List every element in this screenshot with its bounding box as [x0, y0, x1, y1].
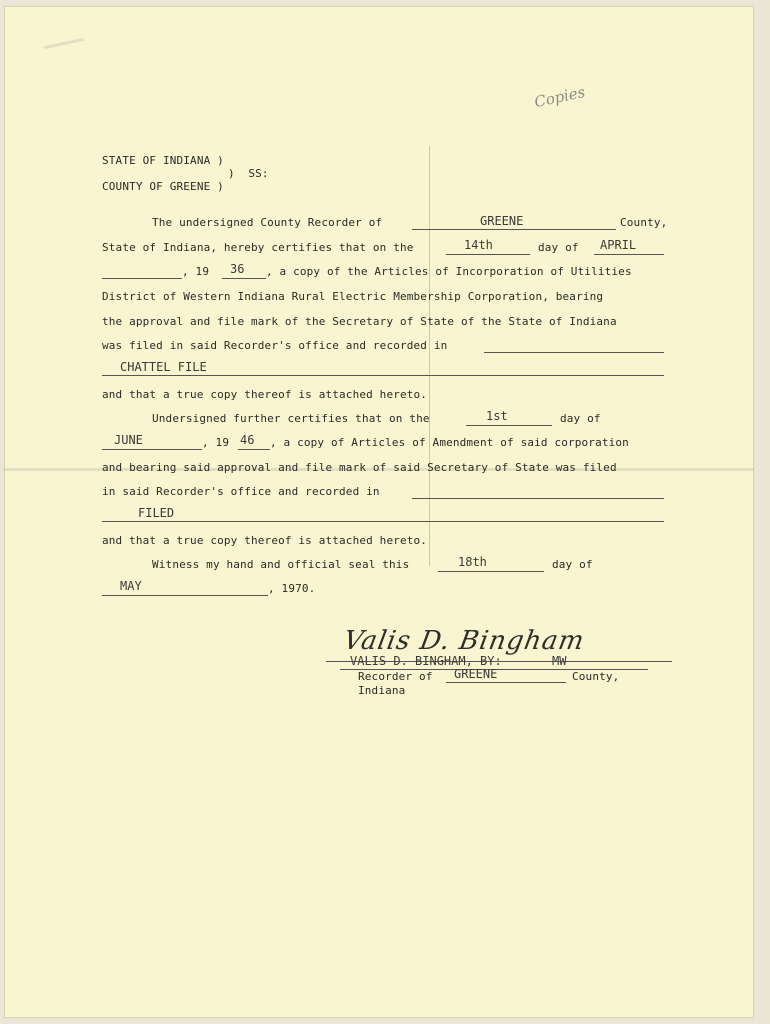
- p2-day-fill: 1st: [486, 409, 508, 423]
- signature: Valis D. Bingham: [341, 626, 587, 656]
- p1-county-fill: GREENE: [480, 214, 524, 228]
- witness-year: , 1970.: [268, 582, 316, 595]
- p1-line2-text: State of Indiana, hereby certifies that on the: [102, 241, 414, 254]
- p2-line3: and bearing said approval and file mark of said Secretary of State was filed: [102, 461, 617, 474]
- p1-line3-prefix: , 19: [182, 265, 210, 278]
- witness-day-fill: 18th: [458, 555, 487, 569]
- p1-line1-end: County,: [620, 216, 668, 229]
- p1-day-fill: 14th: [464, 238, 493, 252]
- p1-line2-mid: day of: [538, 241, 579, 254]
- p2-line4: in said Recorder's office and recorded in: [102, 485, 380, 498]
- p2-month-fill: JUNE: [114, 433, 143, 447]
- year-underline: [238, 449, 270, 450]
- document-page: [4, 6, 754, 1018]
- month-underline: [102, 595, 268, 596]
- witness-month-fill: MAY: [120, 579, 142, 593]
- p1-line1-text: The undersigned County Recorder of: [152, 216, 383, 229]
- smudge-mark: [44, 38, 84, 49]
- state-line: STATE OF INDIANA ): [102, 154, 224, 167]
- fold-line: [429, 146, 430, 566]
- month-underline: [594, 254, 664, 255]
- blank-underline: [102, 278, 182, 279]
- witness-line1-end: day of: [552, 558, 593, 571]
- signer-name: VALIS D. BINGHAM, BY:: [350, 654, 502, 668]
- county-underline: [446, 682, 566, 683]
- p2-line1-end: day of: [560, 412, 601, 425]
- recorded-underline: [102, 521, 664, 522]
- recorder-of-label: Recorder of: [358, 670, 433, 683]
- recorded-underline: [412, 498, 664, 499]
- p2-line2-text: , a copy of Articles of Amendment of said corporation: [270, 436, 629, 449]
- signer-initials: MW: [552, 654, 567, 668]
- p1-recorded-fill: CHATTEL FILE: [120, 360, 207, 374]
- p1-line7: and that a true copy thereof is attached hereto.: [102, 388, 428, 401]
- county-line: COUNTY OF GREENE ): [102, 180, 224, 193]
- day-underline: [446, 254, 530, 255]
- month-underline: [102, 449, 202, 450]
- day-underline: [466, 425, 552, 426]
- year-underline: [222, 278, 266, 279]
- p2-line1-text: Undersigned further certifies that on the: [152, 412, 430, 425]
- p1-line4: District of Western Indiana Rural Electric Membership Corporation, bearing: [102, 290, 604, 303]
- p1-line6: was filed in said Recorder's office and recorded in: [102, 339, 448, 352]
- recorded-underline: [484, 352, 664, 353]
- p2-line5: and that a true copy thereof is attached hereto.: [102, 534, 428, 547]
- county-label: County,: [572, 670, 620, 683]
- p1-year-fill: 36: [230, 262, 245, 276]
- signature-county-fill: GREENE: [454, 667, 498, 681]
- ss-line: ) SS:: [228, 167, 269, 180]
- handwritten-annotation: Copies: [532, 82, 587, 112]
- witness-line1-text: Witness my hand and official seal this: [152, 558, 410, 571]
- day-underline: [438, 571, 544, 572]
- p2-recorded-fill: FILED: [138, 506, 175, 520]
- p2-line2-prefix: , 19: [202, 436, 230, 449]
- county-underline: [412, 229, 616, 230]
- p1-line3-text: , a copy of the Articles of Incorporation of Utilities: [266, 265, 632, 278]
- state-label: Indiana: [358, 684, 406, 697]
- p1-month-fill: APRIL: [600, 238, 637, 252]
- p1-line5: the approval and file mark of the Secretary of State of the State of Indiana: [102, 315, 617, 328]
- p2-year-fill: 46: [240, 433, 255, 447]
- recorded-underline: [102, 375, 664, 376]
